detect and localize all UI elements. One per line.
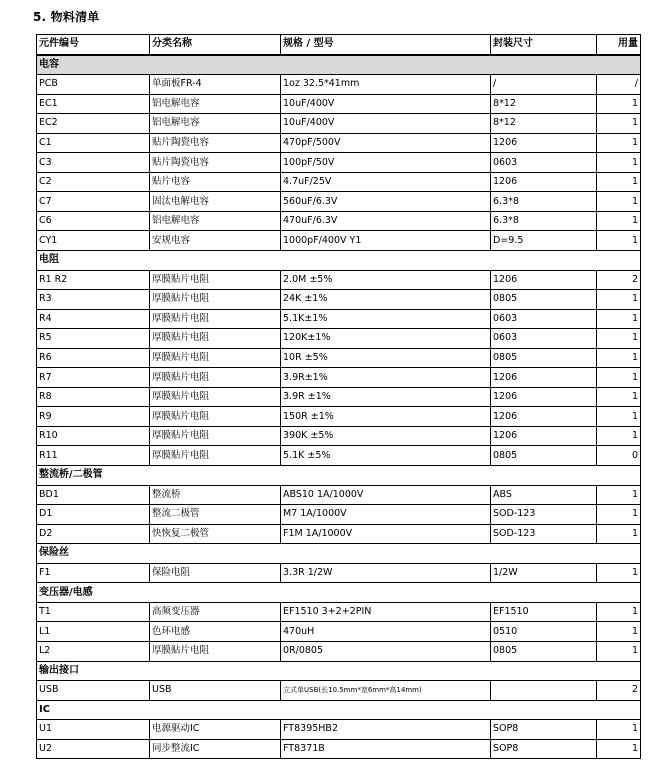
- cell-category: 厚膜贴片电阻: [150, 348, 281, 368]
- cell-spec: EF1510 3+2+2PIN: [281, 602, 491, 622]
- cell-package: 6.3*8: [491, 211, 597, 231]
- cell-ref: R10: [37, 426, 150, 446]
- cell-qty: 1: [597, 348, 641, 368]
- cell-spec: 560uF/6.3V: [281, 192, 491, 212]
- cell-spec: 470uF/6.3V: [281, 211, 491, 231]
- cell-package: 1206: [491, 407, 597, 427]
- cell-qty: /: [597, 75, 641, 95]
- table-row: [37, 309, 641, 329]
- cell-spec: 10R ±5%: [281, 348, 491, 368]
- cell-qty: 2: [597, 681, 641, 701]
- table-row: [37, 602, 641, 622]
- table-row: [37, 681, 641, 701]
- cell-package: 6.3*8: [491, 192, 597, 212]
- cell-ref: D2: [37, 524, 150, 544]
- cell-qty: 1: [597, 368, 641, 388]
- cell-package: 1206: [491, 426, 597, 446]
- cell-qty: 1: [597, 172, 641, 192]
- cell-package: [491, 681, 597, 701]
- cell-ref: EC1: [37, 94, 150, 114]
- cell-category: 保险电阻: [150, 563, 281, 583]
- cell-package: D=9.5: [491, 231, 597, 251]
- cell-ref: C1: [37, 133, 150, 153]
- header-row: [37, 35, 641, 55]
- cell-category: 厚膜贴片电阻: [150, 290, 281, 310]
- section-row: [37, 55, 641, 75]
- cell-category: 厚膜贴片电阻: [150, 387, 281, 407]
- cell-spec: 4.7uF/25V: [281, 172, 491, 192]
- cell-ref: R1 R2: [37, 270, 150, 290]
- bom-table-body: [37, 55, 641, 759]
- cell-package: 0805: [491, 348, 597, 368]
- cell-spec: 100pF/50V: [281, 153, 491, 173]
- cell-qty: 1: [597, 290, 641, 310]
- cell-category: 整流二极管: [150, 505, 281, 525]
- cell-category: 厚膜贴片电阻: [150, 641, 281, 661]
- cell-ref: C7: [37, 192, 150, 212]
- table-row: [37, 485, 641, 505]
- cell-spec: M7 1A/1000V: [281, 505, 491, 525]
- cell-qty: 1: [597, 329, 641, 349]
- cell-spec: 120K±1%: [281, 329, 491, 349]
- cell-category: 单面板FR-4: [150, 75, 281, 95]
- cell-category: 铝电解电容: [150, 94, 281, 114]
- cell-package: 8*12: [491, 94, 597, 114]
- bom-table: [36, 34, 641, 759]
- table-row: [37, 720, 641, 740]
- cell-package: 0805: [491, 641, 597, 661]
- cell-spec: 10uF/400V: [281, 114, 491, 134]
- cell-spec: 1oz 32.5*41mm: [281, 75, 491, 95]
- table-row: [37, 524, 641, 544]
- cell-spec: 3.9R±1%: [281, 368, 491, 388]
- cell-ref: D1: [37, 505, 150, 525]
- cell-package: SOD-123: [491, 505, 597, 525]
- cell-qty: 1: [597, 211, 641, 231]
- cell-spec: 150R ±1%: [281, 407, 491, 427]
- cell-ref: CY1: [37, 231, 150, 251]
- cell-qty: 1: [597, 524, 641, 544]
- cell-qty: 1: [597, 505, 641, 525]
- cell-category: USB: [150, 681, 281, 701]
- cell-ref: L1: [37, 622, 150, 642]
- cell-package: 1206: [491, 172, 597, 192]
- cell-category: 贴片陶瓷电容: [150, 133, 281, 153]
- table-row: [37, 446, 641, 466]
- cell-qty: 1: [597, 231, 641, 251]
- cell-category: 厚膜贴片电阻: [150, 329, 281, 349]
- cell-package: SOP8: [491, 720, 597, 740]
- table-row: [37, 563, 641, 583]
- cell-spec: FT8371B: [281, 739, 491, 759]
- table-row: [37, 348, 641, 368]
- table-row: [37, 231, 641, 251]
- cell-spec: 390K ±5%: [281, 426, 491, 446]
- cell-qty: 1: [597, 114, 641, 134]
- cell-qty: 1: [597, 133, 641, 153]
- cell-qty: 1: [597, 720, 641, 740]
- cell-spec: 10uF/400V: [281, 94, 491, 114]
- table-row: [37, 94, 641, 114]
- cell-ref: R8: [37, 387, 150, 407]
- cell-package: 0510: [491, 622, 597, 642]
- cell-package: 8*12: [491, 114, 597, 134]
- cell-category: 铝电解电容: [150, 211, 281, 231]
- cell-qty: 1: [597, 563, 641, 583]
- table-row: [37, 114, 641, 134]
- cell-spec: 470pF/500V: [281, 133, 491, 153]
- column-header-qty: 用量: [597, 35, 641, 55]
- cell-category: 高频变压器: [150, 602, 281, 622]
- cell-spec: 3.3R 1/2W: [281, 563, 491, 583]
- cell-ref: T1: [37, 602, 150, 622]
- cell-ref: C3: [37, 153, 150, 173]
- cell-qty: 1: [597, 426, 641, 446]
- section-label: 电阻: [37, 251, 641, 271]
- cell-category: 厚膜贴片电阻: [150, 368, 281, 388]
- table-row: [37, 641, 641, 661]
- cell-ref: C2: [37, 172, 150, 192]
- table-row: [37, 426, 641, 446]
- table-row: [37, 75, 641, 95]
- cell-spec: F1M 1A/1000V: [281, 524, 491, 544]
- column-header-package: 封装尺寸: [491, 35, 597, 55]
- column-header-category: 分类名称: [150, 35, 281, 55]
- cell-package: 0805: [491, 446, 597, 466]
- table-row: [37, 153, 641, 173]
- cell-spec: 470uH: [281, 622, 491, 642]
- cell-qty: 1: [597, 387, 641, 407]
- cell-category: 快恢复二极管: [150, 524, 281, 544]
- cell-spec: 24K ±1%: [281, 290, 491, 310]
- table-row: [37, 407, 641, 427]
- cell-category: 铝电解电容: [150, 114, 281, 134]
- cell-package: 0603: [491, 329, 597, 349]
- table-row: [37, 329, 641, 349]
- cell-package: SOD-123: [491, 524, 597, 544]
- cell-category: 同步整流IC: [150, 739, 281, 759]
- table-row: [37, 387, 641, 407]
- cell-package: 0805: [491, 290, 597, 310]
- table-row: [37, 368, 641, 388]
- section-label: IC: [37, 700, 641, 720]
- cell-ref: R9: [37, 407, 150, 427]
- cell-category: 安规电容: [150, 231, 281, 251]
- cell-qty: 1: [597, 622, 641, 642]
- cell-qty: 1: [597, 153, 641, 173]
- cell-package: SOP8: [491, 739, 597, 759]
- cell-ref: L2: [37, 641, 150, 661]
- section-row: [37, 544, 641, 564]
- cell-spec: 1000pF/400V Y1: [281, 231, 491, 251]
- cell-qty: 0: [597, 446, 641, 466]
- cell-ref: EC2: [37, 114, 150, 134]
- cell-ref: U1: [37, 720, 150, 740]
- section-label: 输出接口: [37, 661, 641, 681]
- cell-ref: PCB: [37, 75, 150, 95]
- section-label: 保险丝: [37, 544, 641, 564]
- cell-category: 固汰电解电容: [150, 192, 281, 212]
- cell-package: 0603: [491, 153, 597, 173]
- section-label: 电容: [37, 55, 641, 75]
- cell-package: 1206: [491, 368, 597, 388]
- table-row: [37, 739, 641, 759]
- page-title: 5. 物料清单: [33, 10, 100, 24]
- cell-package: ABS: [491, 485, 597, 505]
- cell-spec: 0R/0805: [281, 641, 491, 661]
- cell-ref: R11: [37, 446, 150, 466]
- section-row: [37, 251, 641, 271]
- column-header-ref: 元件编号: [37, 35, 150, 55]
- bom-table-header: [37, 35, 641, 55]
- cell-ref: F1: [37, 563, 150, 583]
- table-row: [37, 622, 641, 642]
- section-label: 整流桥/二极管: [37, 466, 641, 486]
- cell-package: 1/2W: [491, 563, 597, 583]
- table-row: [37, 270, 641, 290]
- cell-spec: 2.0M ±5%: [281, 270, 491, 290]
- cell-qty: 1: [597, 407, 641, 427]
- cell-qty: 1: [597, 739, 641, 759]
- cell-qty: 2: [597, 270, 641, 290]
- cell-package: 1206: [491, 387, 597, 407]
- cell-category: 电源驱动IC: [150, 720, 281, 740]
- cell-category: 厚膜贴片电阻: [150, 270, 281, 290]
- section-row: [37, 700, 641, 720]
- cell-ref: R6: [37, 348, 150, 368]
- cell-ref: BD1: [37, 485, 150, 505]
- cell-category: 贴片陶瓷电容: [150, 153, 281, 173]
- cell-qty: 1: [597, 602, 641, 622]
- cell-package: 0603: [491, 309, 597, 329]
- cell-package: /: [491, 75, 597, 95]
- cell-package: 1206: [491, 133, 597, 153]
- table-row: [37, 211, 641, 231]
- cell-spec: 5.1K ±5%: [281, 446, 491, 466]
- section-row: [37, 466, 641, 486]
- cell-qty: 1: [597, 485, 641, 505]
- cell-qty: 1: [597, 192, 641, 212]
- cell-category: 厚膜贴片电阻: [150, 309, 281, 329]
- table-row: [37, 133, 641, 153]
- cell-spec: 立式单USB(长10.5mm*宽6mm*高14mm): [281, 681, 491, 701]
- cell-ref: R3: [37, 290, 150, 310]
- column-header-spec: 规格 / 型号: [281, 35, 491, 55]
- section-row: [37, 661, 641, 681]
- cell-ref: R5: [37, 329, 150, 349]
- cell-qty: 1: [597, 309, 641, 329]
- cell-category: 色环电感: [150, 622, 281, 642]
- cell-ref: R7: [37, 368, 150, 388]
- table-row: [37, 290, 641, 310]
- cell-ref: USB: [37, 681, 150, 701]
- cell-category: 厚膜贴片电阻: [150, 426, 281, 446]
- cell-qty: 1: [597, 641, 641, 661]
- section-label: 变压器/电感: [37, 583, 641, 603]
- cell-category: 厚膜贴片电阻: [150, 407, 281, 427]
- cell-ref: U2: [37, 739, 150, 759]
- table-row: [37, 505, 641, 525]
- cell-ref: C6: [37, 211, 150, 231]
- table-row: [37, 172, 641, 192]
- cell-category: 整流桥: [150, 485, 281, 505]
- cell-spec: FT8395HB2: [281, 720, 491, 740]
- cell-qty: 1: [597, 94, 641, 114]
- cell-ref: R4: [37, 309, 150, 329]
- cell-package: 1206: [491, 270, 597, 290]
- cell-category: 贴片电容: [150, 172, 281, 192]
- cell-category: 厚膜贴片电阻: [150, 446, 281, 466]
- cell-spec: ABS10 1A/1000V: [281, 485, 491, 505]
- section-row: [37, 583, 641, 603]
- table-row: [37, 192, 641, 212]
- cell-spec: 5.1K±1%: [281, 309, 491, 329]
- cell-package: EF1510: [491, 602, 597, 622]
- cell-spec: 3.9R ±1%: [281, 387, 491, 407]
